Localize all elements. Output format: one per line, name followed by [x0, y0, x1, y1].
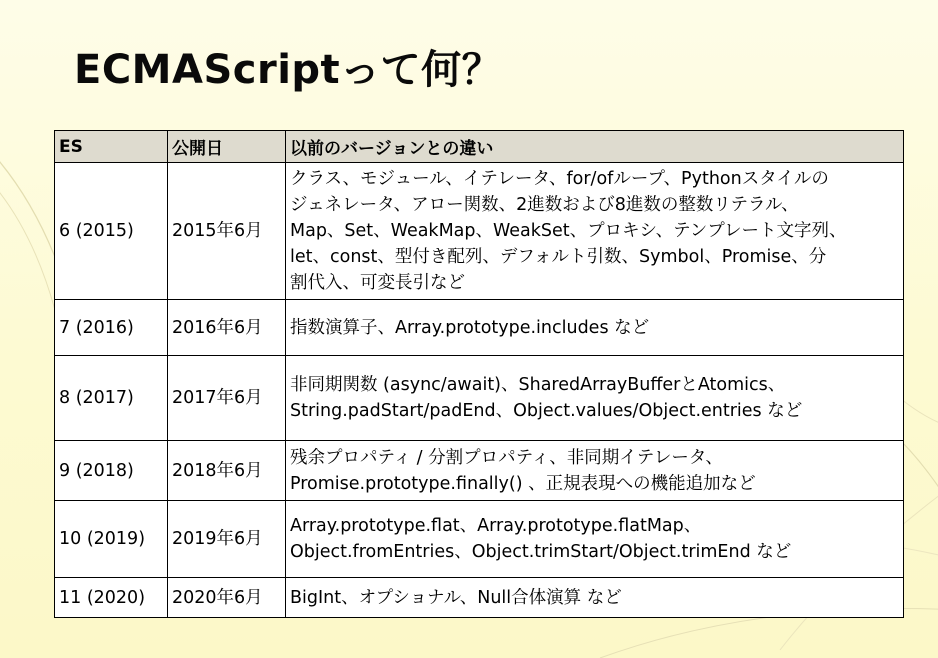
header-es: ES: [55, 131, 168, 163]
table-row: [55, 163, 904, 300]
changes-cell: Array.prototype.flat、Array.prototype.flatMap、 Object.fromEntries、Object.trimStart/Object.trimEnd など: [286, 501, 904, 578]
es-version-cell: 7 (2016): [55, 300, 168, 356]
release-date-cell: 2020年6月: [168, 578, 286, 618]
header-changes: 以前のバージョンとの違い: [286, 131, 904, 163]
table-row: [55, 300, 904, 356]
header-release-date: 公開日: [168, 131, 286, 163]
release-date-cell: 2015年6月: [168, 163, 286, 300]
slide-title: ECMAScriptって何？: [74, 47, 503, 93]
table-row: [55, 501, 904, 578]
ecmascript-versions-table: [54, 130, 904, 618]
changes-cell: 指数演算子、Array.prototype.includes など: [286, 300, 904, 356]
es-version-cell: 6 (2015): [55, 163, 168, 300]
release-date-cell: 2019年6月: [168, 501, 286, 578]
es-version-cell: 10 (2019): [55, 501, 168, 578]
es-version-cell: 8 (2017): [55, 356, 168, 441]
changes-cell: 非同期関数 (async/await)、SharedArrayBufferとAtomics、 String.padStart/padEnd、Object.values/Object.entries など: [286, 356, 904, 441]
es-version-cell: 9 (2018): [55, 441, 168, 501]
table-row: [55, 441, 904, 501]
es-version-cell: 11 (2020): [55, 578, 168, 618]
changes-cell: クラス、モジュール、イテレータ、for/ofループ、Pythonスタイルの ジェネレータ、アロー関数、2進数および8進数の整数リテラル、 Map、Set、WeakMap、WeakSet、プロキシ、テンプレート文字列、 let、const、型付き配列、デフォルト引数、Symbol、Promise、分 割代入、可変長引など: [286, 163, 904, 300]
changes-cell: 残余プロパティ / 分割プロパティ、非同期イテレータ、 Promise.prototype.finally() 、正規表現への機能追加など: [286, 441, 904, 501]
release-date-cell: 2018年6月: [168, 441, 286, 501]
table-row: [55, 578, 904, 618]
release-date-cell: 2017年6月: [168, 356, 286, 441]
changes-cell: BigInt、オプショナル、Null合体演算 など: [286, 578, 904, 618]
release-date-cell: 2016年6月: [168, 300, 286, 356]
table-header-row: [55, 131, 904, 163]
table-row: [55, 356, 904, 441]
